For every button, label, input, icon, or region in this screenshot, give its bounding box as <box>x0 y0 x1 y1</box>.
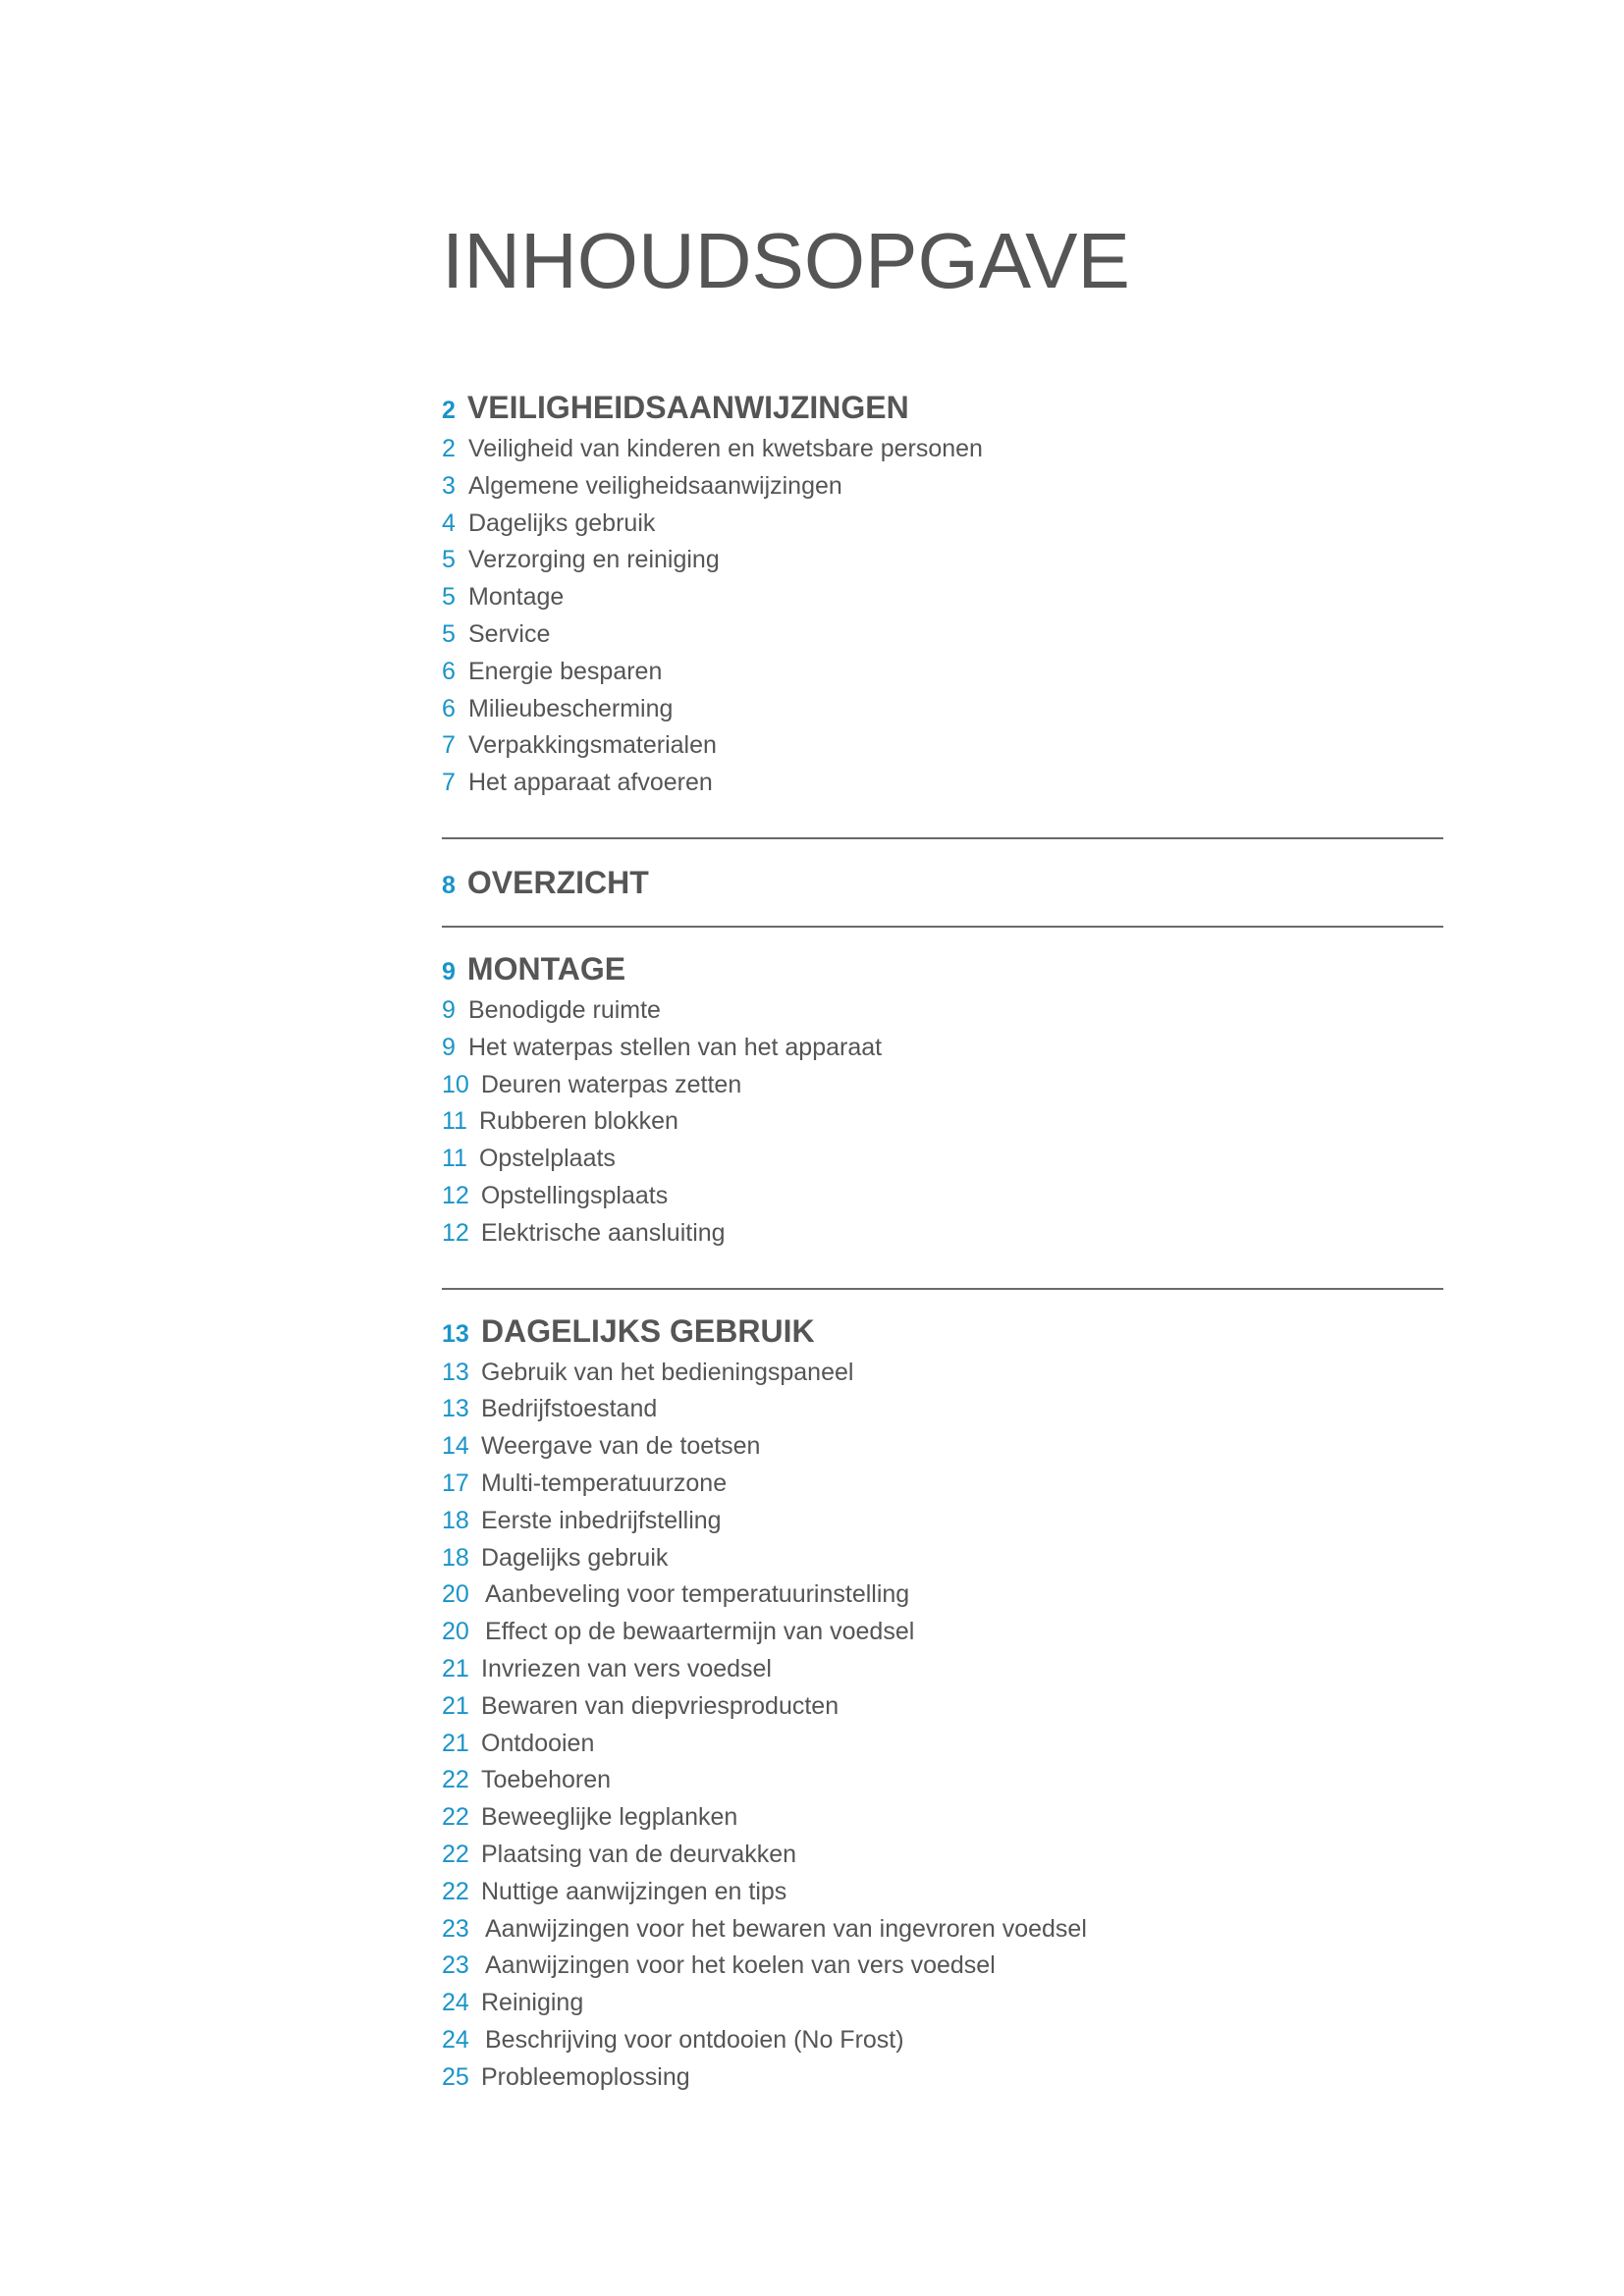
toc-page-number: 13 <box>442 1358 469 1386</box>
toc-section-montage <box>442 951 1443 1256</box>
toc-page-number: 14 <box>442 1432 469 1461</box>
toc-page-number: 20 <box>442 1618 469 1646</box>
toc-page-number: 5 <box>442 546 456 574</box>
toc-page-number: 21 <box>442 1729 469 1757</box>
toc-entry-text: Dagelijks gebruik <box>468 508 656 537</box>
toc-entry[interactable] <box>442 1692 1443 1730</box>
toc-entry[interactable] <box>442 472 1443 509</box>
toc-page-number: 11 <box>442 1107 467 1136</box>
toc-entry-text: Weergave van de toetsen <box>481 1432 761 1461</box>
toc-entry[interactable] <box>442 769 1443 806</box>
toc-entry-text: Ontdooien <box>481 1729 595 1757</box>
toc-entry[interactable] <box>442 1395 1443 1432</box>
toc-section-heading[interactable] <box>442 951 1443 996</box>
toc-section-heading[interactable] <box>442 390 1443 435</box>
toc-page-number: 22 <box>442 1877 469 1905</box>
toc-entry[interactable] <box>442 1034 1443 1071</box>
toc-entry-text: Toebehoren <box>481 1766 612 1794</box>
toc-entry-text: Gebruik van het bedieningspaneel <box>481 1358 854 1386</box>
toc-page-number: 12 <box>442 1181 469 1209</box>
toc-entry-text: Invriezen van vers voedsel <box>481 1654 772 1682</box>
toc-entry-text: Opstellingsplaats <box>480 1181 669 1209</box>
toc-entry-text: Multi-temperatuurzone <box>481 1468 728 1497</box>
toc-page-number: 2 <box>442 397 456 424</box>
toc-entry-text: Het apparaat afvoeren <box>468 769 713 797</box>
toc-entry[interactable] <box>442 1803 1443 1841</box>
toc-entry[interactable] <box>442 1432 1443 1469</box>
toc-entry[interactable] <box>442 583 1443 620</box>
toc-entry-text: Eerste inbedrijfstelling <box>481 1506 722 1534</box>
toc-page-number: 22 <box>442 1803 469 1832</box>
toc-entry[interactable] <box>442 1951 1443 1989</box>
toc-entry[interactable] <box>442 695 1443 732</box>
toc-entry[interactable] <box>442 1469 1443 1507</box>
toc-page-number: 5 <box>442 583 456 612</box>
toc-page-number: 8 <box>442 871 456 899</box>
toc-entry[interactable] <box>442 546 1443 583</box>
toc-page-number: 4 <box>442 508 456 537</box>
toc-entry-text: Opstelplaats <box>478 1145 616 1173</box>
toc-page-number: 9 <box>442 957 456 986</box>
toc-section-heading[interactable] <box>442 865 1443 910</box>
toc-entry[interactable] <box>442 1915 1443 1952</box>
toc-entry-text: Plaatsing van de deurvakken <box>481 1840 797 1868</box>
toc-page-number: 23 <box>442 1951 469 1980</box>
toc-entry[interactable] <box>442 1107 1443 1145</box>
toc-section-dagelijks-gebruik <box>442 1313 1443 2101</box>
toc-entry[interactable] <box>442 1766 1443 1803</box>
table-of-contents <box>442 388 1443 2100</box>
toc-entry[interactable] <box>442 2063 1443 2101</box>
toc-page-number: 24 <box>442 2025 469 2054</box>
toc-page-number: 18 <box>442 1543 469 1572</box>
toc-entry-text: Rubberen blokken <box>478 1107 678 1136</box>
toc-entry[interactable] <box>442 1507 1443 1544</box>
toc-entry[interactable] <box>442 1071 1443 1108</box>
toc-entry[interactable] <box>442 1580 1443 1618</box>
toc-page-number: 13 <box>442 1395 469 1423</box>
toc-page-number: 10 <box>442 1070 469 1098</box>
toc-page-number: 11 <box>442 1145 467 1173</box>
toc-page-number: 17 <box>442 1468 469 1497</box>
section-divider <box>442 1288 1443 1290</box>
toc-page-number: 25 <box>442 2062 469 2091</box>
toc-entry[interactable] <box>442 509 1443 547</box>
toc-page-number: 24 <box>442 1989 469 2017</box>
toc-entry[interactable] <box>442 996 1443 1034</box>
toc-entry-text: Elektrische aansluiting <box>480 1218 726 1247</box>
toc-section-overzicht <box>442 865 1443 910</box>
toc-entry-text: Energie besparen <box>468 657 663 685</box>
toc-page-number: 21 <box>442 1691 469 1720</box>
toc-heading-text: MONTAGE <box>466 950 626 987</box>
toc-entry-text: Verzorging en reiniging <box>468 546 720 574</box>
toc-entry[interactable] <box>442 435 1443 472</box>
toc-page-number: 6 <box>442 694 456 722</box>
toc-entry[interactable] <box>442 1989 1443 2026</box>
toc-entry-text: Nuttige aanwijzingen en tips <box>481 1877 787 1905</box>
toc-entry-text: Dagelijks gebruik <box>481 1543 669 1572</box>
toc-page-number: 6 <box>442 657 456 685</box>
toc-entry[interactable] <box>442 1841 1443 1878</box>
toc-heading-text: DAGELIJKS GEBRUIK <box>481 1312 815 1349</box>
toc-entry[interactable] <box>442 1359 1443 1396</box>
toc-page-number: 5 <box>442 619 456 648</box>
toc-entry-text: Effect op de bewaartermijn van voedsel <box>485 1618 915 1646</box>
toc-page-number: 9 <box>442 995 456 1024</box>
toc-entry[interactable] <box>442 1182 1443 1219</box>
toc-page-number: 9 <box>442 1033 456 1061</box>
toc-entry-text: Veiligheid van kinderen en kwetsbare personen <box>468 435 983 462</box>
toc-entry[interactable] <box>442 2026 1443 2063</box>
toc-entry[interactable] <box>442 1618 1443 1655</box>
toc-page-number: 3 <box>442 471 456 500</box>
toc-entry-text: Aanwijzingen voor het bewaren van ingevroren voedsel <box>485 1914 1087 1943</box>
toc-entry-text: Service <box>468 619 551 648</box>
toc-page-number: 22 <box>442 1840 469 1868</box>
toc-page-number: 2 <box>442 435 456 462</box>
toc-heading-text: VEILIGHEIDSAANWIJZINGEN <box>466 390 909 425</box>
toc-page-number: 20 <box>442 1580 469 1609</box>
toc-entry[interactable] <box>442 1145 1443 1182</box>
toc-page-number: 22 <box>442 1766 469 1794</box>
section-divider <box>442 837 1443 839</box>
toc-entry[interactable] <box>442 1878 1443 1915</box>
toc-entry-text: Algemene veiligheidsaanwijzingen <box>468 471 842 500</box>
toc-entry[interactable] <box>442 1544 1443 1581</box>
toc-entry[interactable] <box>442 1219 1443 1256</box>
toc-entry[interactable] <box>442 1730 1443 1767</box>
toc-entry[interactable] <box>442 1655 1443 1692</box>
toc-entry-text: Probleemoplossing <box>481 2062 690 2091</box>
toc-page-number: 21 <box>442 1654 469 1682</box>
toc-section-heading[interactable] <box>442 1313 1443 1359</box>
toc-entry[interactable] <box>442 731 1443 769</box>
toc-page-number: 7 <box>442 731 456 760</box>
toc-entry-text: Beschrijving voor ontdooien (No Frost) <box>485 2025 904 2054</box>
toc-entry-text: Verpakkingsmaterialen <box>468 731 717 760</box>
toc-page-number: 18 <box>442 1506 469 1534</box>
toc-entry-text: Benodigde ruimte <box>468 995 661 1024</box>
toc-entry-text: Beweeglijke legplanken <box>481 1803 738 1832</box>
toc-entry-text: Reiniging <box>481 1989 584 2017</box>
toc-entry-text: Bedrijfstoestand <box>481 1395 658 1423</box>
toc-heading-text: OVERZICHT <box>466 864 649 900</box>
toc-entry-text: Aanbeveling voor temperatuurinstelling <box>485 1580 910 1609</box>
toc-entry[interactable] <box>442 658 1443 695</box>
toc-entry-text: Deuren waterpas zetten <box>480 1070 742 1098</box>
toc-entry[interactable] <box>442 620 1443 658</box>
toc-entry-text: Bewaren van diepvriesproducten <box>481 1691 839 1720</box>
page-title: INHOUDSOPGAVE <box>442 217 1130 304</box>
toc-entry-text: Aanwijzingen voor het koelen van vers voedsel <box>485 1951 996 1980</box>
toc-page-number: 13 <box>442 1319 469 1348</box>
toc-page-number: 23 <box>442 1914 469 1943</box>
section-divider <box>442 926 1443 928</box>
toc-page-number: 7 <box>442 769 456 797</box>
toc-entry-text: Montage <box>468 583 565 612</box>
toc-page-number: 12 <box>442 1218 469 1247</box>
toc-section-veiligheid <box>442 390 1443 806</box>
toc-entry-text: Milieubescherming <box>468 694 674 722</box>
toc-entry-text: Het waterpas stellen van het apparaat <box>468 1033 883 1061</box>
